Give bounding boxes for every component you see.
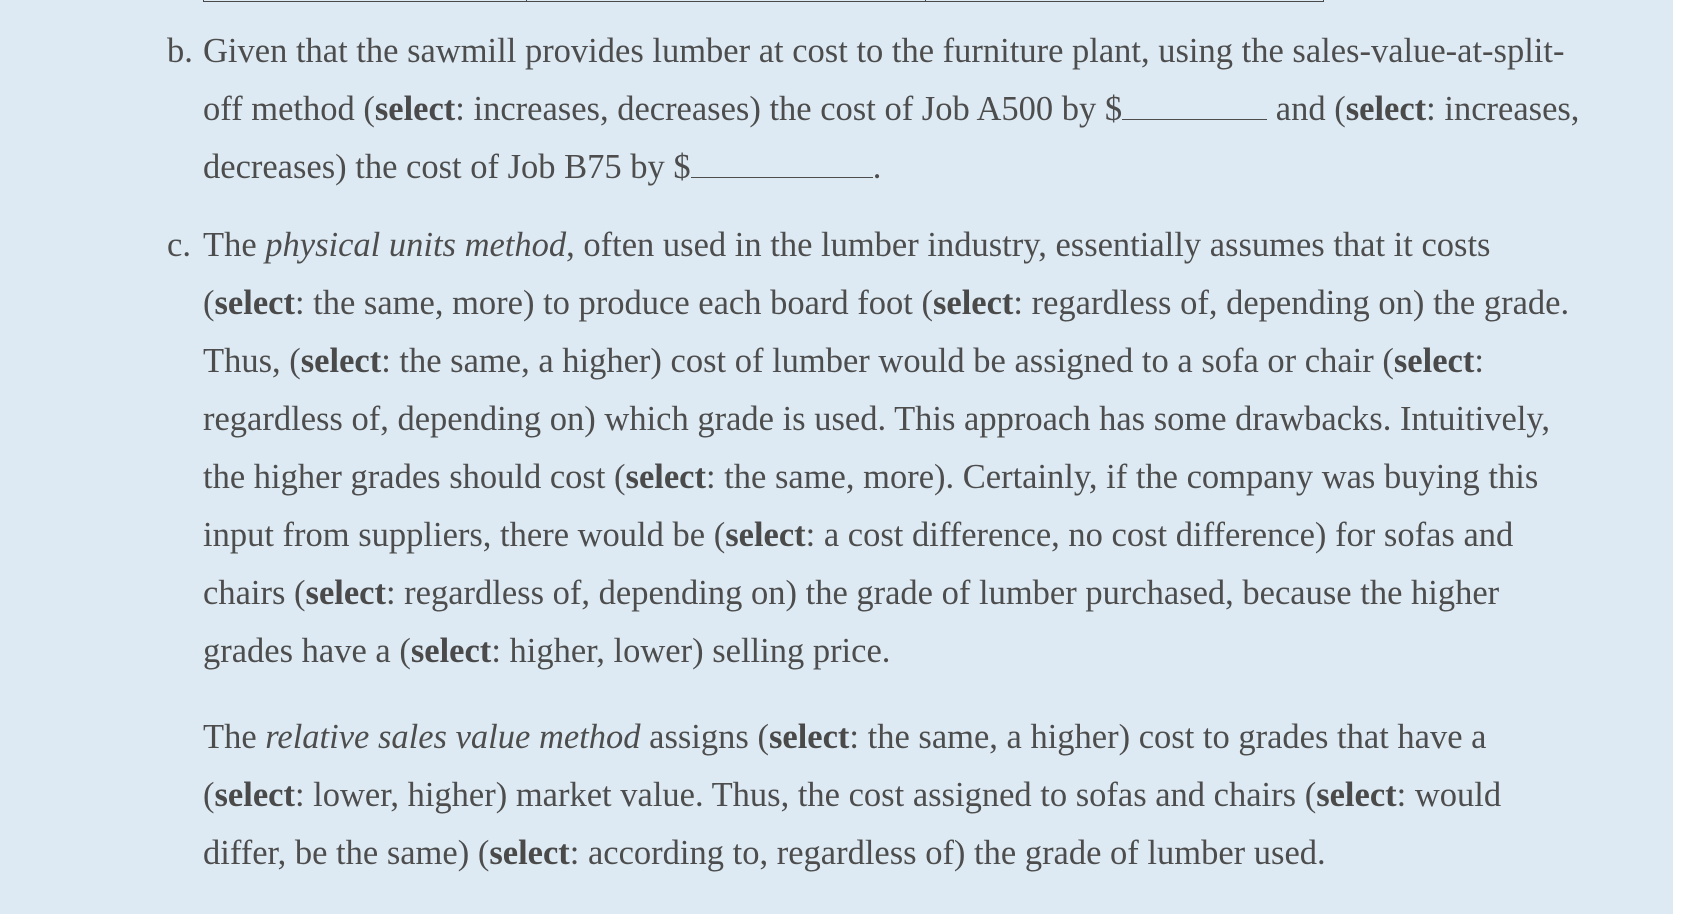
select-same-higher-1[interactable]: (select: the same, a higher): [289, 342, 662, 380]
question-c-text: cost to grades that have a: [1130, 718, 1487, 756]
question-c-text: the grade of lumber used.: [965, 834, 1326, 872]
question-c-line-7: [203, 564, 1637, 622]
question-c-text: , often used in the lumber industry, essentially assumes that it costs: [566, 226, 1491, 264]
question-c-line-2: [203, 274, 1637, 332]
question-c-text: for sofas and: [1326, 516, 1514, 554]
question-b-text: and: [1267, 90, 1335, 128]
question-c-line-6: [203, 506, 1637, 564]
question-c-text: selling price.: [703, 632, 891, 670]
table-cell-bottom-edge: [203, 0, 527, 2]
question-c: [167, 216, 1637, 680]
question-c-text: which grade is used. This approach has some drawbacks. Intuitively,: [595, 400, 1551, 438]
question-c-text: assigns: [640, 718, 758, 756]
term-relative-sales-value-method: relative sales value method: [265, 718, 641, 756]
question-c-text: the higher grades should cost: [203, 458, 615, 496]
question-c-p2-line-3: [203, 824, 1637, 882]
question-c-text: input from suppliers, there would be: [203, 516, 714, 554]
select-higher-lower[interactable]: (select: higher, lower): [399, 632, 704, 670]
select-cost-difference[interactable]: (select: a cost difference, no cost difference): [713, 516, 1327, 554]
select-lower-higher[interactable]: (select: lower, higher): [203, 776, 508, 814]
question-b: [167, 22, 1637, 196]
question-c-line-4: [203, 390, 1637, 448]
select-prompt: (select:: [363, 90, 465, 128]
question-c-p2-line-1: [203, 708, 1637, 766]
question-c-line-5: [203, 448, 1637, 506]
question-c-line-8: [203, 622, 1637, 680]
question-b-text: Given that the sawmill provides lumber at cost to the furniture plant, using the sales-value-at-split-: [203, 32, 1565, 70]
question-c-text: chairs: [203, 574, 295, 612]
table-cell-bottom-edge: [925, 0, 1324, 2]
select-increases-decreases-b75[interactable]: [1334, 90, 1579, 128]
select-prompt: (select:: [1334, 90, 1436, 128]
table-cell-bottom-edge: [526, 0, 926, 2]
question-c-text: [469, 834, 478, 872]
select-increases-decreases-a500[interactable]: [363, 90, 761, 128]
question-c-marker: c.: [167, 226, 191, 264]
question-b-line-3: [203, 138, 1637, 196]
question-b-line-1: [203, 22, 1637, 80]
question-b-text: .: [872, 148, 882, 186]
question-c-line-3: [203, 332, 1637, 390]
select-increases-decreases-b75-cont[interactable]: [203, 148, 347, 186]
question-c-text: cost of lumber would be assigned to a sofa or chair: [661, 342, 1383, 380]
select-same-more-2[interactable]: (select: the same, more): [614, 458, 946, 496]
question-c-text: the grade of lumber purchased, because the higher: [796, 574, 1500, 612]
question-c-line-1: [203, 216, 1637, 274]
question-c-text: . Certainly, if the company was buying this: [945, 458, 1539, 496]
select-regardless-depending-2[interactable]: (select:: [1382, 342, 1484, 380]
question-c-text: grades have a: [203, 632, 400, 670]
job-b75-amount-input[interactable]: [691, 147, 873, 178]
select-options: increases,: [1435, 90, 1580, 128]
question-b-text: off method: [203, 90, 364, 128]
select-regardless-depending-2-cont[interactable]: regardless of, depending on): [203, 400, 596, 438]
question-b-line-2: [203, 80, 1637, 138]
select-regardless-depending-3[interactable]: (select: regardless of, depending on): [294, 574, 797, 612]
question-c-text: Thus,: [203, 342, 290, 380]
select-same-more-1[interactable]: (select: the same, more): [203, 284, 535, 322]
select-same-higher-2[interactable]: (select: the same, a higher): [757, 718, 1131, 756]
term-physical-units-method: physical units method: [265, 226, 567, 264]
select-regardless-depending-1[interactable]: (select: regardless of, depending on): [921, 284, 1425, 322]
job-a500-amount-input[interactable]: [1122, 89, 1267, 120]
question-b-text: the cost of Job B75 by $: [346, 148, 691, 186]
question-c-text: the grade.: [1424, 284, 1570, 322]
question-c-text: The: [203, 226, 266, 264]
select-according-regardless[interactable]: (select: according to, regardless of): [477, 834, 966, 872]
select-options: decreases): [203, 148, 347, 186]
question-b-marker: b.: [167, 32, 193, 70]
question-c-text: The: [203, 718, 266, 756]
select-differ-same[interactable]: (select: would: [1304, 776, 1502, 814]
question-c-text: to produce each board foot: [534, 284, 922, 322]
question-c-paragraph-2: [167, 708, 1637, 882]
question-c-p2-line-2: [203, 766, 1637, 824]
question-c-text: market value. Thus, the cost assigned to sofas and chairs: [507, 776, 1305, 814]
question-b-text: the cost of Job A500 by $: [760, 90, 1123, 128]
select-options: increases, decreases): [464, 90, 761, 128]
select-differ-same-cont[interactable]: differ, be the same): [203, 834, 470, 872]
